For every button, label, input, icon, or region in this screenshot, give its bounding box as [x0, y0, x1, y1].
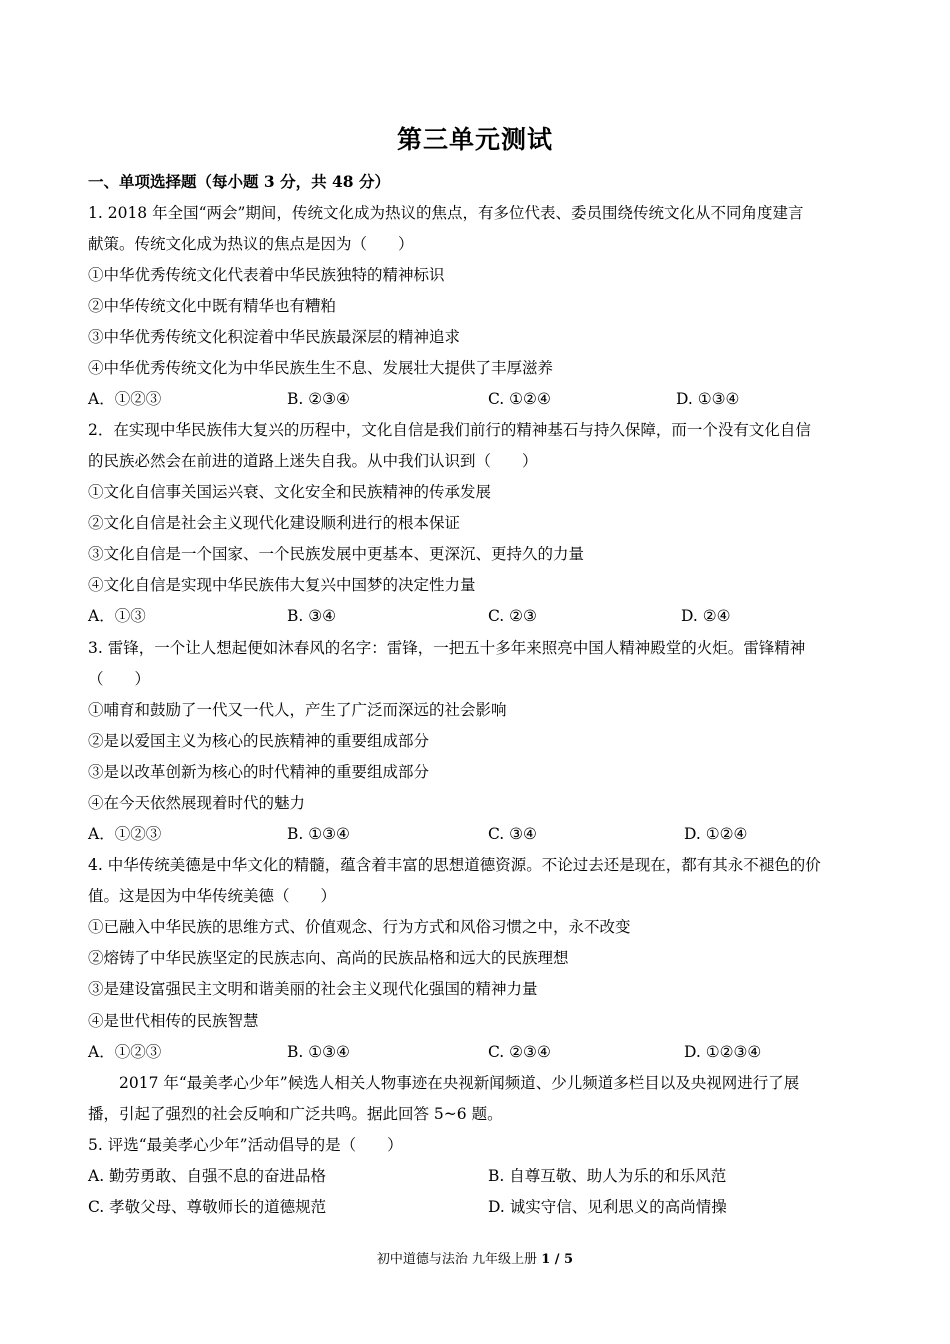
q2-item: ②文化自信是社会主义现代化建设顺利进行的根本保证: [88, 514, 461, 532]
q4-item: ③是建设富强民主文明和谐美丽的社会主义现代化强国的精神力量: [88, 980, 538, 998]
q1-item: ④中华优秀传统文化为中华民族生生不息、发展壮大提供了丰厚滋养: [88, 359, 554, 377]
q2-item: ①文化自信事关国运兴衰、文化安全和民族精神的传承发展: [88, 483, 492, 501]
q5-stem: 5. 评选“最美孝心少年”活动倡导的是（ ）: [88, 1136, 403, 1154]
q2-stem-line2: 的民族必然会在前进的道路上迷失自我。从中我们认识到（ ）: [88, 452, 538, 470]
q3-item: ②是以爱国主义为核心的民族精神的重要组成部分: [88, 732, 430, 750]
page-title: 第三单元测试: [396, 125, 553, 154]
q1-option-b[interactable]: B. ②③④: [287, 390, 350, 408]
q4-item: ①已融入中华民族的思维方式、价值观念、行为方式和风俗习惯之中，永不改变: [88, 918, 631, 936]
q1-stem-line2: 献策。传统文化成为热议的焦点是因为（ ）: [88, 235, 414, 253]
q5-option-d[interactable]: D. 诚实守信、见利思义的高尚情操: [488, 1198, 727, 1216]
footer-text: 初中道德与法治 九年级上册: [376, 1252, 542, 1267]
q1-option-a[interactable]: A．①②③: [88, 390, 162, 408]
q2-option-a[interactable]: A．①③: [88, 607, 146, 625]
q3-item: ①哺育和鼓励了一代又一代人，产生了广泛而深远的社会影响: [88, 701, 507, 719]
q4-option-c[interactable]: C. ②③④: [488, 1043, 551, 1061]
q4-stem-line2: 值。这是因为中华传统美德（ ）: [88, 887, 337, 905]
q2-option-d[interactable]: D. ②④: [681, 607, 731, 625]
q4-option-b[interactable]: B. ①③④: [287, 1043, 350, 1061]
q5-option-a[interactable]: A. 勤劳勇敢、自强不息的奋进品格: [88, 1167, 327, 1185]
q3-stem-line1: 3. 雷锋，一个让人想起便如沐春风的名字：雷锋，一把五十多年来照亮中国人精神殿堂的火炬。雷锋精神: [88, 639, 806, 657]
q4-stem-line1: 4. 中华传统美德是中华文化的精髓，蕴含着丰富的思想道德资源。不论过去还是现在，都有其永不褪色的价: [88, 856, 821, 874]
q2-stem-line1: 2．在实现中华民族伟大复兴的历程中，文化自信是我们前行的精神基石与持久保障，而一个没有文化自信: [88, 421, 811, 439]
q2-option-b[interactable]: B. ③④: [287, 607, 337, 625]
q1-option-c[interactable]: C. ①②④: [488, 390, 551, 408]
q3-option-b[interactable]: B. ①③④: [287, 825, 350, 843]
page-number: 1 / 5: [541, 1252, 574, 1267]
q3-item: ④在今天依然展现着时代的魅力: [88, 794, 306, 812]
q4-item: ④是世代相传的民族智慧: [88, 1012, 259, 1030]
q3-item: ③是以改革创新为核心的时代精神的重要组成部分: [88, 763, 430, 781]
q4-option-a[interactable]: A．①②③: [88, 1043, 162, 1061]
q4-item: ②熔铸了中华民族坚定的民族志向、高尚的民族品格和远大的民族理想: [88, 949, 569, 967]
q5-option-c[interactable]: C. 孝敬父母、尊敬师长的道德规范: [88, 1198, 327, 1216]
q3-option-d[interactable]: D. ①②④: [684, 825, 748, 843]
q2-item: ③文化自信是一个国家、一个民族发展中更基本、更深沉、更持久的力量: [88, 545, 585, 563]
q1-stem-line1: 1. 2018 年全国“两会”期间，传统文化成为热议的焦点，有多位代表、委员围绕传统文化从不同角度建言: [88, 204, 804, 222]
passage-line1: 2017 年“最美孝心少年”候选人相关人物事迹在央视新闻频道、少儿频道多栏目以及央视网进行了展: [119, 1074, 800, 1092]
q1-item: ③中华优秀传统文化积淀着中华民族最深层的精神追求: [88, 328, 461, 346]
q1-item: ①中华优秀传统文化代表着中华民族独特的精神标识: [88, 266, 445, 284]
q1-item: ②中华传统文化中既有精华也有糟粕: [88, 297, 337, 315]
q3-option-c[interactable]: C. ③④: [488, 825, 537, 843]
passage-line2: 播，引起了强烈的社会反响和广泛共鸣。据此回答 5~6 题。: [88, 1105, 503, 1123]
q3-stem-line2: （ ）: [88, 670, 151, 688]
q3-option-a[interactable]: A．①②③: [88, 825, 162, 843]
page-footer: [0, 1248, 950, 1267]
q1-option-d[interactable]: D. ①③④: [676, 390, 740, 408]
q4-option-d[interactable]: D. ①②③④: [684, 1043, 762, 1061]
section-heading: 一、单项选择题（每小题 3 分，共 48 分）: [88, 172, 390, 191]
q2-item: ④文化自信是实现中华民族伟大复兴中国梦的决定性力量: [88, 576, 476, 594]
q2-option-c[interactable]: C. ②③: [488, 607, 537, 625]
q5-option-b[interactable]: B. 自尊互敬、助人为乐的和乐风范: [488, 1167, 727, 1185]
